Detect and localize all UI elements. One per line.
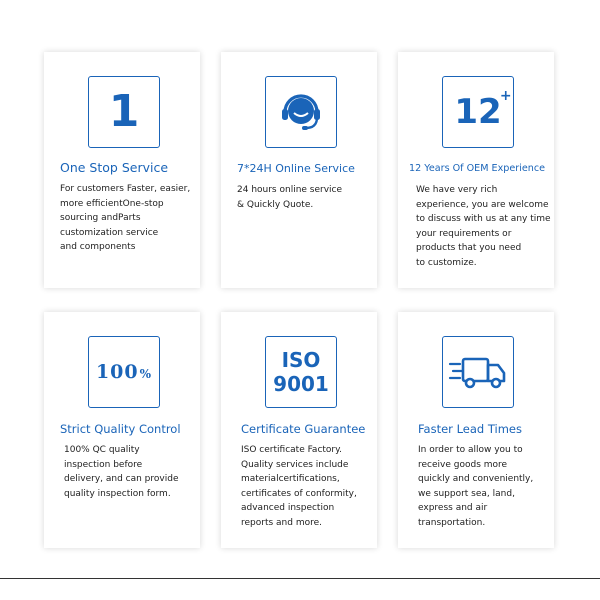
bottom-divider: [0, 578, 600, 579]
card-title: Certificate Guarantee: [241, 422, 366, 436]
card-title: 7*24H Online Service: [237, 162, 355, 175]
card-title: Strict Quality Control: [60, 422, 181, 436]
card-description: For customers Faster, easier, more efficientOne-stop sourcing andParts customization service and components: [60, 184, 191, 253]
service-card-online-service: [221, 52, 377, 288]
hundred-percent-icon: 100%: [88, 336, 160, 408]
twelve-plus-icon: 12 +: [442, 76, 514, 148]
delivery-truck-icon: [442, 336, 514, 408]
card-title: Faster Lead Times: [418, 422, 522, 436]
service-card-oem-experience: [398, 52, 554, 288]
card-title: 12 Years Of OEM Experience: [409, 163, 546, 174]
card-description: ISO certificate Factory. Quality services include materialcertifications, certificates of conformity, advanced inspection reports and more.: [241, 445, 357, 528]
service-card-lead-times: [398, 312, 554, 548]
card-description: In order to allow you to receive goods more quickly and conveniently, we support sea, land, express and air transportation.: [418, 445, 534, 528]
card-title: One Stop Service: [60, 160, 169, 175]
iso-9001-icon: ISO 9001: [265, 336, 337, 408]
service-card-one-stop: [44, 52, 200, 288]
card-description: 100% QC quality inspection before delivery, and can provide quality inspection form.: [64, 445, 179, 499]
headset-support-icon: [265, 76, 337, 148]
number-1-icon: 1: [88, 76, 160, 148]
card-description: 24 hours online service & Quickly Quote.: [237, 185, 343, 210]
service-card-quality-control: [44, 312, 200, 548]
service-card-certificate: [221, 312, 377, 548]
card-description: We have very rich experience, you are welcome to discuss with us at any time your requirements or products that you need to customize.: [416, 185, 551, 268]
